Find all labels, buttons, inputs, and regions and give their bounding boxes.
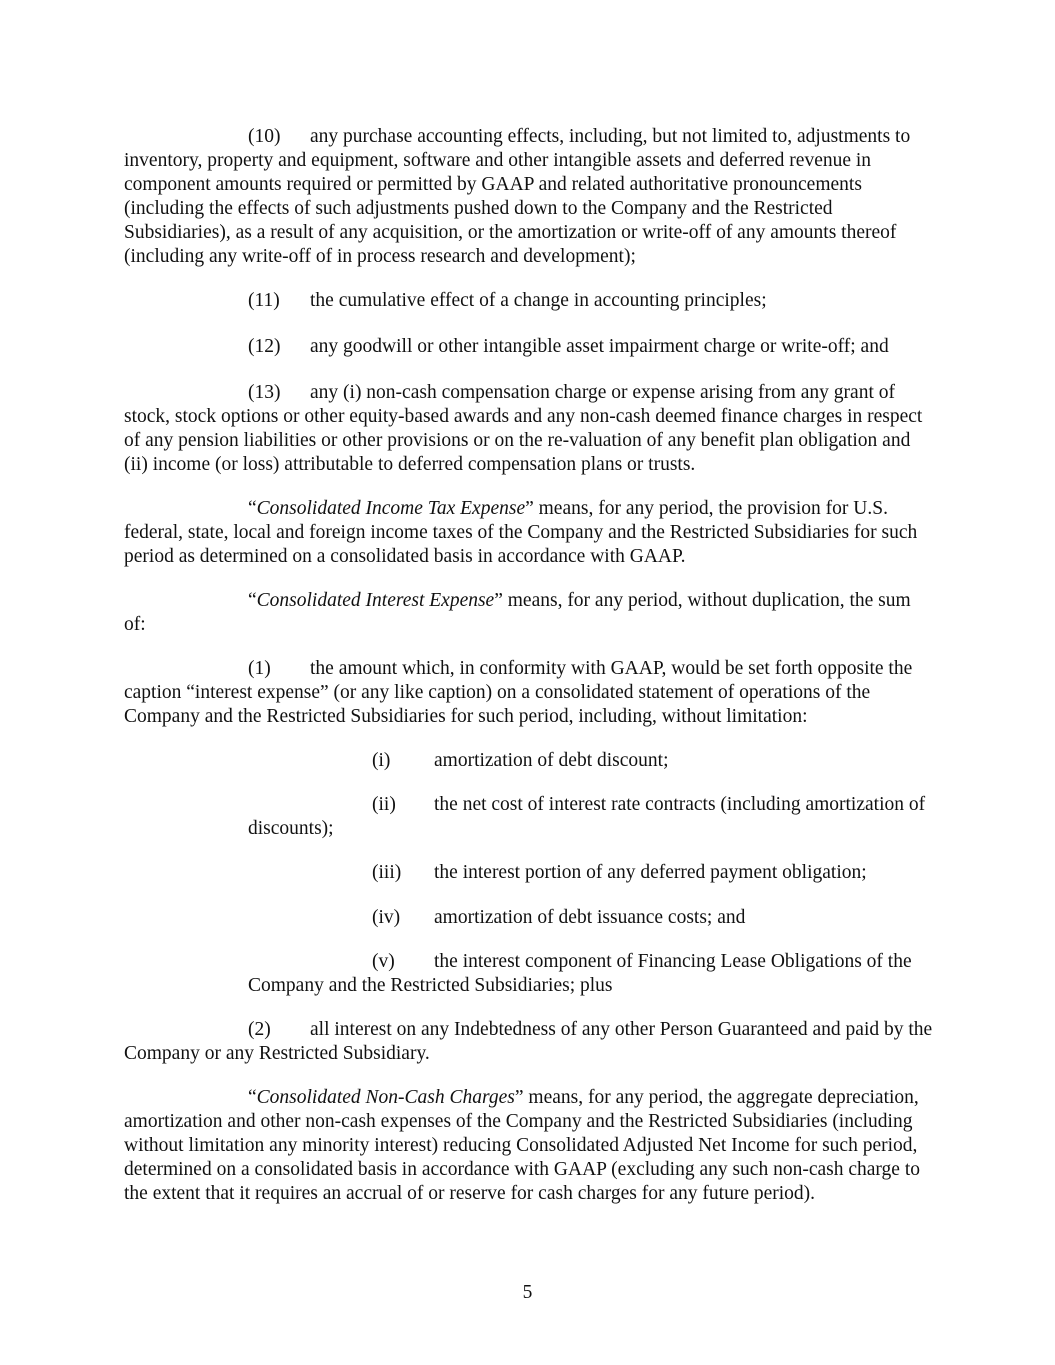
definition-consolidated-income-tax-expense: [124, 497, 934, 569]
clause-text: any (i) non-cash compensation charge or expense arising from any grant of stock, stock options or other equity-based awards and any non-cash deemed finance charges in respect of any pension liabilities or other provisions or on the re-valuation of any benefit plan obligation and (ii) income (or loss) attributable to deferred compensation plans or trusts.: [124, 382, 923, 475]
clause-number: (2): [248, 1019, 271, 1040]
definition-consolidated-non-cash-charges: [124, 1086, 934, 1206]
clause-number: (iii): [372, 862, 402, 883]
clause-number: (v): [372, 951, 395, 972]
definition-text: ” means, for any period, the provision for U.S. federal, state, local and foreign income taxes of the Company and the Restricted Subsidiaries for such period as determined on a consolidated basis in accordance with GAAP.: [124, 498, 918, 567]
clause-text: the interest portion of any deferred payment obligation;: [434, 862, 867, 883]
definition-text: ” means, for any period, the aggregate depreciation, amortization and other non-cash expenses of the Company and the Restricted Subsidiaries (including without limitation any minority interest) reducing Consolidated Adjusted Net Income for such period, determined on a consolidated basis in accordance with GAAP (excluding any such non-cash charge to the extent that it requires an accrual of or reserve for cash charges for any future period).: [124, 1087, 921, 1204]
defined-term: Consolidated Interest Expense: [256, 590, 495, 611]
clause-number: (11): [248, 290, 280, 311]
clause-2: [124, 1018, 934, 1066]
page-number: 5: [522, 1282, 533, 1303]
defined-term: Consolidated Non-Cash Charges: [256, 1087, 515, 1108]
clause-number: (1): [248, 658, 271, 679]
clause-text: any goodwill or other intangible asset impairment charge or write‑off; and: [310, 336, 889, 357]
clause-number: (12): [248, 336, 281, 357]
clause-text: amortization of debt discount;: [434, 750, 669, 771]
clause-11: [124, 289, 934, 313]
clause-number: (13): [248, 382, 281, 403]
clause-12: [124, 335, 934, 359]
clause-text: amortization of debt issuance costs; and: [434, 907, 746, 928]
clause-1: [124, 657, 934, 729]
clause-text: the cumulative effect of a change in accounting principles;: [310, 290, 767, 311]
clause-v: [248, 950, 934, 998]
clause-text: any purchase accounting effects, including, but not limited to, adjustments to inventory, property and equipment, software and other intangible assets and deferred revenue in component amounts required or permitted by GAAP and related authoritative pronouncements (including the effects of such adjustments pushed down to the Company and the Restricted Subsidiaries), as a result of any acquisition, or the amortization or write-off of any amounts thereof (including any write-off of in process research and development);: [124, 126, 911, 267]
clause-13: [124, 381, 934, 477]
clause-text: the net cost of interest rate contracts (including amortization of discounts);: [248, 794, 926, 839]
definition-text: ” means, for any period, without duplication, the sum of:: [124, 590, 911, 635]
clause-number: (i): [372, 750, 391, 771]
clause-10: [124, 125, 934, 269]
clause-i: [248, 749, 934, 773]
clause-text: the interest component of Financing Lease Obligations of the Company and the Restricted Subsidiaries; plus: [248, 951, 912, 996]
clause-number: (iv): [372, 907, 401, 928]
clause-ii: [248, 793, 934, 841]
clause-text: the amount which, in conformity with GAAP, would be set forth opposite the caption “interest expense” (or any like caption) on a consolidated statement of operations of the Company and the Restricted Subsidiaries for such period, including, without limitation:: [124, 658, 913, 727]
defined-term: Consolidated Income Tax Expense: [256, 498, 526, 519]
definition-consolidated-interest-expense: [124, 589, 934, 637]
clause-number: (10): [248, 126, 281, 147]
clause-number: (ii): [372, 794, 396, 815]
open-quote: “: [248, 590, 257, 611]
open-quote: “: [248, 1087, 257, 1108]
clause-iii: [248, 861, 934, 885]
open-quote: “: [248, 498, 257, 519]
clause-text: all interest on any Indebtedness of any other Person Guaranteed and paid by the Company or any Restricted Subsidiary.: [124, 1019, 933, 1064]
clause-iv: [248, 906, 934, 930]
